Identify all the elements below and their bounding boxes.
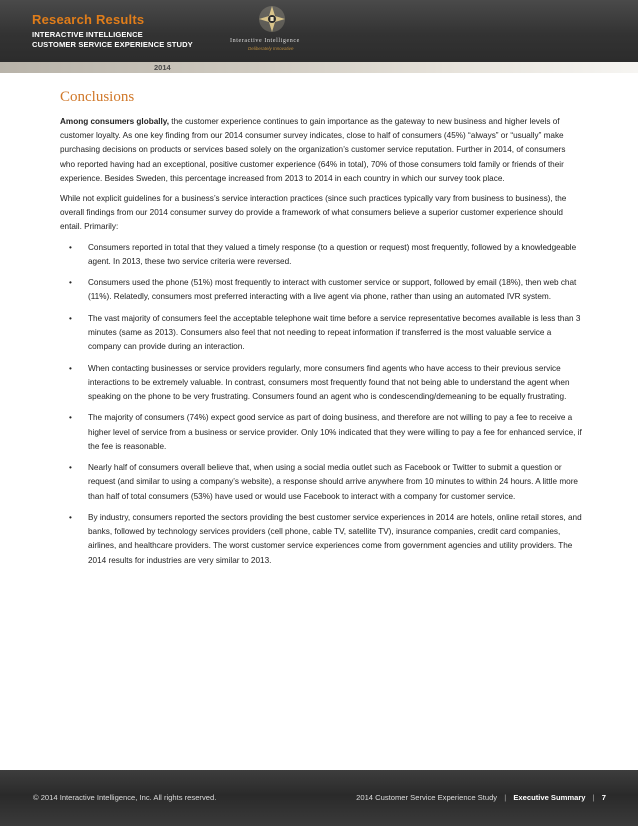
list-item (60, 362, 582, 405)
list-item-text: Nearly half of consumers overall believe that, when using a social media outlet such as Facebook or Twitter to submit a question or request (and similar to using a company’s website), a response should arrive anywhere from 10 minutes to within 24 hours. A little more than half of total consumers (53%) have used or would use Facebook to interact with a company for customer service. (88, 463, 578, 501)
bullet-icon: • (69, 242, 72, 252)
list-item (60, 241, 582, 269)
study-name: 2014 Customer Service Experience Study (356, 793, 498, 802)
bullet-icon: • (69, 413, 72, 423)
bullet-icon: • (69, 278, 72, 288)
page-number: 7 (601, 793, 606, 802)
framework-paragraph: While not explicit guidelines for a business’s service interaction practices (since such practices typically vary from business to business), the overall findings from our 2014 consumer survey do provide a framework of what consumers believe a superior customer experience should entail. Primarily: (60, 194, 567, 232)
intro-lead: Among consumers globally, (60, 117, 170, 126)
list-item-text: By industry, consumers reported the sectors providing the best customer service experiences in 2014 are hotels, online retail stores, and banks, followed by technology services providers (cell phone, cable TV, satellite TV), insurance companies, credit card companies, airlines, and healthcare providers. The worst customer service experiences come from government agencies and utility providers. The 2014 results for industries are very similar to 2013. (88, 513, 582, 565)
logo-tagline: Deliberately Innovative (248, 46, 294, 51)
list-item (60, 461, 582, 504)
list-item-text: The vast majority of consumers feel the acceptable telephone wait time before a service representative becomes available is less than 3 minutes (same as 2013). Consumers also feel that not needing to repeat information if transferred is the most valuable service a company can provide during an interaction. (88, 313, 581, 352)
separator: | (504, 793, 507, 802)
list-item (60, 312, 582, 355)
bullet-icon: • (69, 363, 72, 373)
company-logo-icon (257, 4, 287, 34)
study-title-line-2: CUSTOMER SERVICE EXPERIENCE STUDY (32, 40, 193, 49)
report-year: 2014 (154, 63, 171, 72)
list-item-text: Consumers used the phone (51%) most frequently to interact with customer service or support, followed by email (18%), then web chat (11%). Relatedly, consumers most preferred interacting with a live agent via phone, rather than using an automated IVR system. (88, 278, 577, 302)
bullet-icon: • (69, 313, 72, 323)
list-item (60, 276, 582, 304)
series-title: Research Results (32, 12, 145, 27)
body-text (60, 115, 582, 575)
year-bar (0, 62, 638, 73)
list-item (60, 511, 582, 568)
study-title-line-1: INTERACTIVE INTELLIGENCE (32, 30, 143, 39)
footer-page-info (356, 793, 606, 802)
list-item (60, 411, 582, 454)
list-item-text: Consumers reported in total that they valued a timely response (to a question or request) most frequently, followed by a knowledgeable agent. In 2013, these two service criteria were reversed. (88, 242, 577, 266)
section-heading: Conclusions (60, 89, 135, 105)
bullet-icon: • (69, 463, 72, 473)
section-name: Executive Summary (513, 793, 586, 802)
bullet-icon: • (69, 513, 72, 522)
findings-list (60, 241, 582, 568)
separator: | (592, 793, 595, 802)
copyright-notice: © 2014 Interactive Intelligence, Inc. All rights reserved. (33, 793, 217, 802)
intro-text: the customer experience continues to gain importance as the gateway to new business and higher levels of customer loyalty. As one key finding from our 2014 consumer survey indicates, close to half of consumers (45%) “always” or “usually” make purchasing decisions on products or services based solely on the organization’s customer service reputation. Further in 2014, of consumers who reported having had an exceptional, positive customer experience (64% in total), 70% of those consumers told family or friends of their experience. Besides Sweden, this percentage increased from 2013 to 2014 in each country in which our survey took place. (60, 117, 566, 183)
list-item-text: The majority of consumers (74%) expect good service as part of doing business, and therefore are not willing to pay a fee to receive a higher level of service from a business or service provider. Only 10% indicated that they were willing to pay a fee for enhanced service, if the fee is reasonable. (88, 413, 582, 451)
list-item-text: When contacting businesses or service providers regularly, more consumers find agents who have access to their previous service interactions to be extremely valuable. In contrast, consumers most frequently found that not being able to understand the agent when speaking on the phone to be very frustrating. Consumers found an agent who is condescending/demeaning to be equally frustrating. (88, 363, 570, 402)
logo-wordmark: Interactive Intelligence (230, 38, 300, 44)
intro-paragraph (60, 115, 582, 186)
